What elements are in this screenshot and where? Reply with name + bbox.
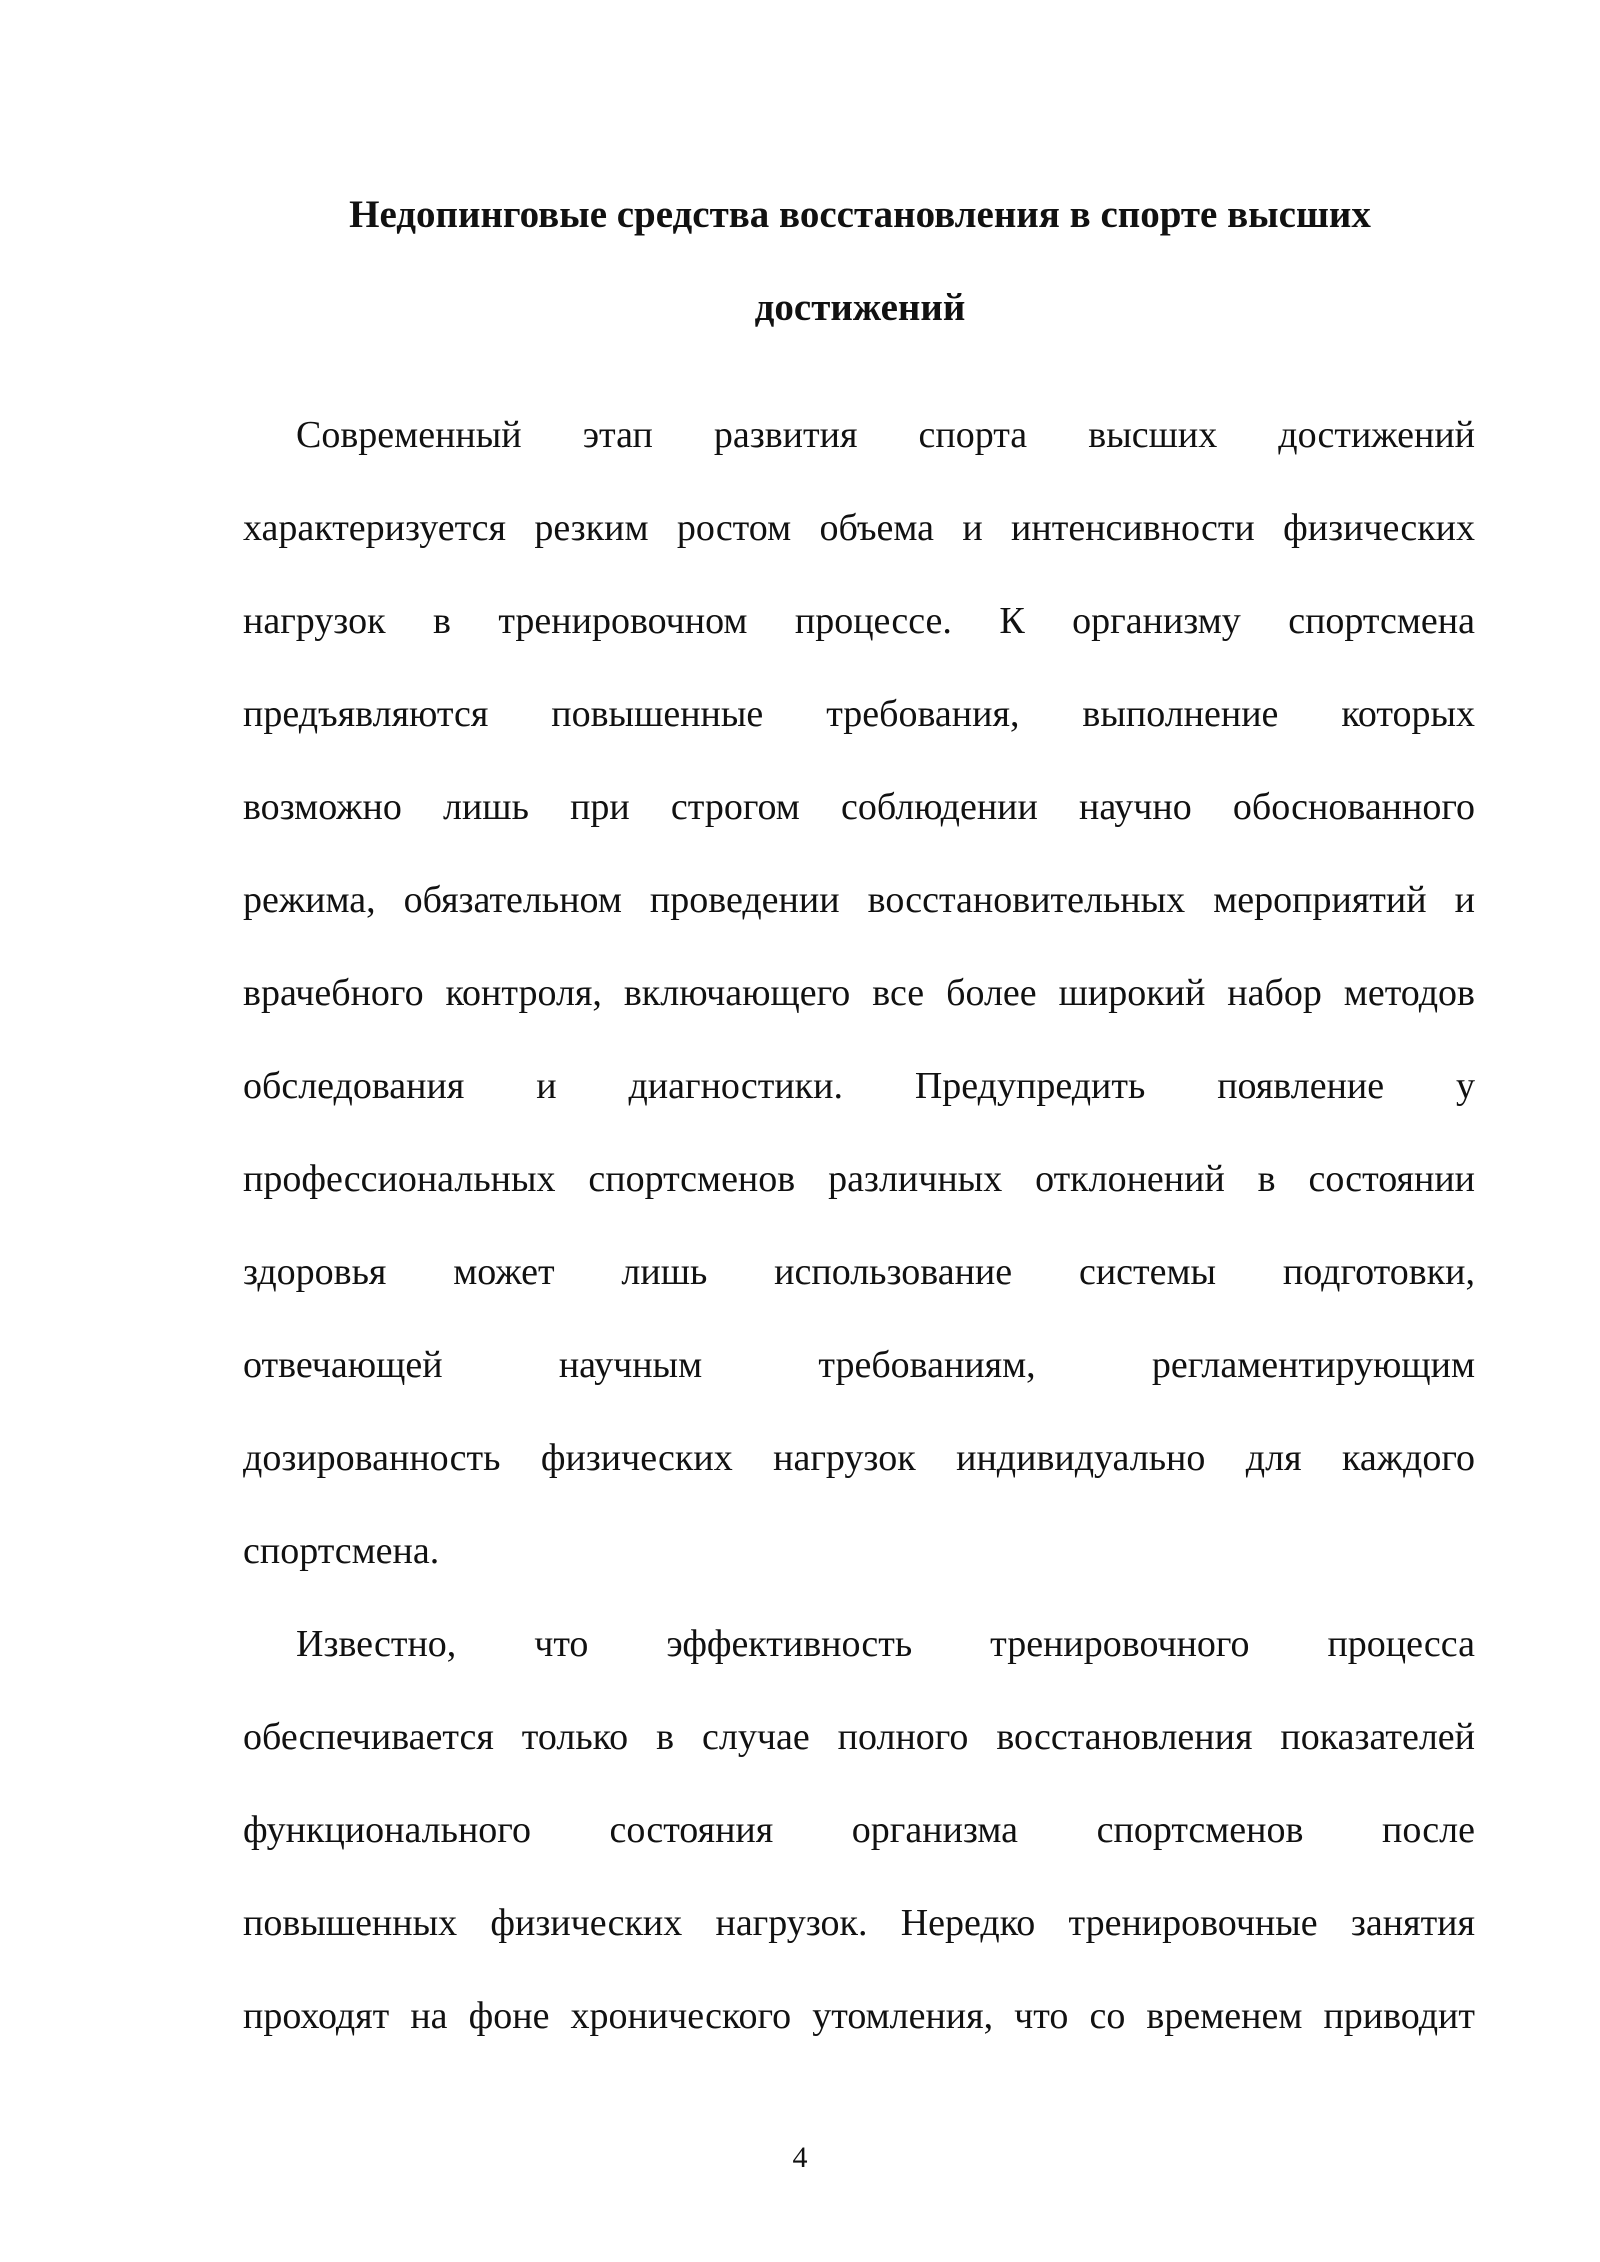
paragraph-1-line: профессиональных спортсменов различных отклонений в состоянии <box>243 1158 1475 1200</box>
paragraph-2-line: функционального состояния организма спортсменов после <box>243 1809 1475 1851</box>
paragraph-1-line: Современный этап развития спорта высших достижений <box>296 414 1475 456</box>
paragraph-2-line: обеспечивается только в случае полного восстановления показателей <box>243 1716 1475 1758</box>
paragraph-1-line: отвечающей научным требованиям, регламентирующим <box>243 1344 1475 1386</box>
paragraph-1-line: возможно лишь при строгом соблюдении научно обоснованного <box>243 786 1475 828</box>
page-number: 4 <box>792 2141 808 2174</box>
paragraph-2-line: проходят на фоне хронического утомления, что со временем приводит <box>243 1995 1475 2037</box>
paragraph-2-line: Известно, что эффективность тренировочного процесса <box>296 1623 1475 1665</box>
document-title-line-2: достижений <box>754 286 966 329</box>
paragraph-1-line: спортсмена. <box>243 1530 440 1572</box>
document-body <box>243 412 1475 2086</box>
paragraph-1-line: дозированность физических нагрузок индивидуально для каждого <box>243 1437 1475 1479</box>
document-title-line-1: Недопинговые средства восстановления в спорте высших <box>349 193 1371 236</box>
paragraph-1-line: нагрузок в тренировочном процессе. К организму спортсмена <box>243 600 1475 642</box>
paragraph-1-line: характеризуется резким ростом объема и интенсивности физических <box>243 507 1475 549</box>
paragraph-1-line: здоровья может лишь использование системы подготовки, <box>243 1251 1475 1293</box>
paragraph-1-line: предъявляются повышенные требования, выполнение которых <box>243 693 1475 735</box>
paragraph-1-line: режима, обязательном проведении восстановительных мероприятий и <box>243 879 1475 921</box>
paragraph-1-line: врачебного контроля, включающего все более широкий набор методов <box>243 972 1475 1014</box>
paragraph-2-line: повышенных физических нагрузок. Нередко тренировочные занятия <box>243 1902 1475 1944</box>
paragraph-1-line: обследования и диагностики. Предупредить появление у <box>243 1065 1475 1107</box>
